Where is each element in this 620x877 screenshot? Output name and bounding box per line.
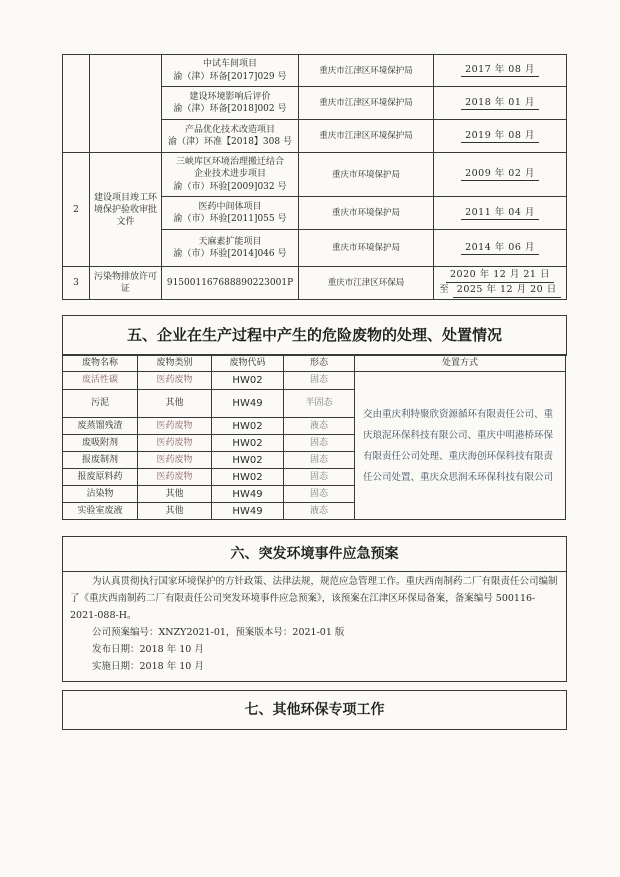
valid-to-prefix: 至 xyxy=(439,284,450,295)
project-name: 建设环境影响后评价 xyxy=(189,91,271,102)
waste-code: HW49 xyxy=(212,390,284,418)
approval-code: 渝（津）环备[2017]029 号 xyxy=(173,71,287,82)
table-header-row xyxy=(63,355,566,372)
table-row xyxy=(63,267,567,300)
waste-category: 医药废物 xyxy=(138,372,212,390)
effective-date: 实施日期：2018 年 10 月 xyxy=(92,661,204,672)
waste-form: 固态 xyxy=(284,435,355,452)
doc-type-cell xyxy=(90,55,162,153)
project-cell xyxy=(162,120,299,153)
waste-category: 医药废物 xyxy=(138,435,212,452)
authority-cell: 重庆市环境保护局 xyxy=(299,197,434,230)
waste-category: 医药废物 xyxy=(138,418,212,435)
waste-name: 沾染物 xyxy=(63,486,138,503)
header-waste-name: 废物名称 xyxy=(63,355,138,372)
waste-form: 半固态 xyxy=(284,390,355,418)
date-cell xyxy=(434,197,567,230)
project-cell xyxy=(162,153,299,197)
plan-number: 公司预案编号：XNZY2021-01，预案版本号：2021-01 版 xyxy=(92,627,345,638)
approval-code: 渝（市）环验[2014]046 号 xyxy=(173,249,287,259)
waste-category: 医药废物 xyxy=(138,469,212,486)
authority-cell: 重庆市环境保护局 xyxy=(299,153,434,197)
approval-date: 2014 年 06 月 xyxy=(461,242,539,255)
permit-code: 91500116768889022300​1P xyxy=(162,267,299,300)
approval-date: 2009 年 02 月 xyxy=(461,168,539,181)
header-form: 形态 xyxy=(284,355,355,372)
approval-code: 渝（津）环备[2018]002 号 xyxy=(173,104,287,114)
permits-table xyxy=(62,54,567,300)
table-row xyxy=(63,372,566,390)
section5-title: 五、企业在生产过程中产生的危险废物的处理、处置情况 xyxy=(62,315,567,356)
date-cell xyxy=(434,55,567,87)
approval-date: 2019 年 08 月 xyxy=(461,130,539,143)
waste-category: 其他 xyxy=(138,503,212,520)
waste-name: 废活性碳 xyxy=(63,372,138,390)
header-disposal: 处置方式 xyxy=(355,355,566,372)
disposal-text: 交由重庆利特聚欣资源循环有限责任公司、重庆琅泥环保科技有限公司、重庆中明港桥环保有限责任公司处理、重庆海创环保科技有限责任公司处置、重庆众思润禾环保科技有限公司 xyxy=(363,408,554,483)
project-name-line2: 企业技术进步项目 xyxy=(193,169,266,180)
date-cell xyxy=(434,87,567,120)
valid-from: 2020 年 12 月 21 日 xyxy=(446,268,554,283)
approval-date: 2017 年 08 月 xyxy=(461,64,539,77)
date-cell xyxy=(434,153,567,197)
date-cell xyxy=(434,120,567,153)
waste-name: 废蒸馏残渣 xyxy=(63,418,138,435)
row-number: 2 xyxy=(63,153,90,267)
project-name: 中试车间项目 xyxy=(202,59,257,69)
issue-date: 发布日期：2018 年 10 月 xyxy=(92,644,204,655)
approval-date: 2018 年 01 月 xyxy=(461,97,539,110)
waste-code: HW02 xyxy=(212,452,284,469)
waste-code: HW02 xyxy=(212,435,284,452)
approval-code: 渝（市）环验[2011]055 号 xyxy=(173,214,287,224)
header-waste-code: 废物代码 xyxy=(212,355,284,372)
table-row xyxy=(63,55,567,87)
authority-cell: 重庆市江津区环保局 xyxy=(299,267,434,300)
waste-category: 其他 xyxy=(138,486,212,503)
header-waste-category: 废物类别 xyxy=(138,355,212,372)
row-number-cell xyxy=(63,55,90,153)
waste-code: HW49 xyxy=(212,486,284,503)
project-cell xyxy=(162,87,299,120)
table-row xyxy=(63,153,567,197)
authority-cell: 重庆市江津区环境保护局 xyxy=(299,120,434,153)
waste-form: 固态 xyxy=(284,486,355,503)
project-name: 产品优化技术改造项目 xyxy=(184,124,275,135)
date-cell xyxy=(434,230,567,267)
doc-type-name: 建设项目竣工环境保护验收审批文件 xyxy=(90,153,162,267)
project-cell xyxy=(162,55,299,87)
doc-type-name: 污染物排放许可证 xyxy=(90,267,162,300)
authority-cell: 重庆市环境保护局 xyxy=(299,230,434,267)
waste-code: HW49 xyxy=(212,503,284,520)
validity-cell xyxy=(434,267,567,300)
waste-code: HW02 xyxy=(212,372,284,390)
approval-date: 2011 年 04 月 xyxy=(461,207,539,220)
section6-title: 六、突发环境事件应急预案 xyxy=(62,536,567,572)
waste-name: 实验室废液 xyxy=(63,503,138,520)
disposal-method xyxy=(355,372,566,520)
row-number: 3 xyxy=(63,267,90,300)
project-name: 医药中间体项目 xyxy=(198,201,262,212)
project-cell xyxy=(162,230,299,267)
emergency-plan-paragraph: 为认真贯彻执行国家环境保护的方针政策、法律法规，规范应急管理工作。重庆西南制药二厂有限责任公司编制了《重庆西南制药二厂有限责任公司突发环境事件应急预案》，该预案在江津区环保局备案，备案编号 500116-2021-088-H。 xyxy=(70,576,558,621)
waste-form: 固态 xyxy=(284,469,355,486)
authority-cell: 重庆市江津区环境保护局 xyxy=(299,55,434,87)
waste-category: 其他 xyxy=(138,390,212,418)
waste-form: 固态 xyxy=(284,372,355,390)
waste-name: 报废原料药 xyxy=(63,469,138,486)
waste-form: 液态 xyxy=(284,418,355,435)
authority-cell: 重庆市江津区环境保护局 xyxy=(299,87,434,120)
section7-title: 七、其他环保专项工作 xyxy=(62,690,567,730)
waste-category: 医药废物 xyxy=(138,452,212,469)
waste-name: 报废制剂 xyxy=(63,452,138,469)
approval-code: 渝（市）环验[2009]032 号 xyxy=(173,181,287,192)
project-name: 天麻素扩能项目 xyxy=(198,236,262,247)
hazardous-waste-table xyxy=(62,354,566,520)
project-cell xyxy=(162,197,299,230)
valid-to: 2025 年 12 月 20 日 xyxy=(453,283,561,298)
waste-code: HW02 xyxy=(212,469,284,486)
waste-name: 污泥 xyxy=(63,390,138,418)
waste-form: 液态 xyxy=(284,503,355,520)
waste-name: 废吸附剂 xyxy=(63,435,138,452)
waste-code: HW02 xyxy=(212,418,284,435)
approval-code: 渝（津）环准【2018】308 号 xyxy=(168,137,292,147)
waste-form: 固态 xyxy=(284,452,355,469)
project-name: 三峡库区环境治理搬迁结合 xyxy=(175,156,284,167)
